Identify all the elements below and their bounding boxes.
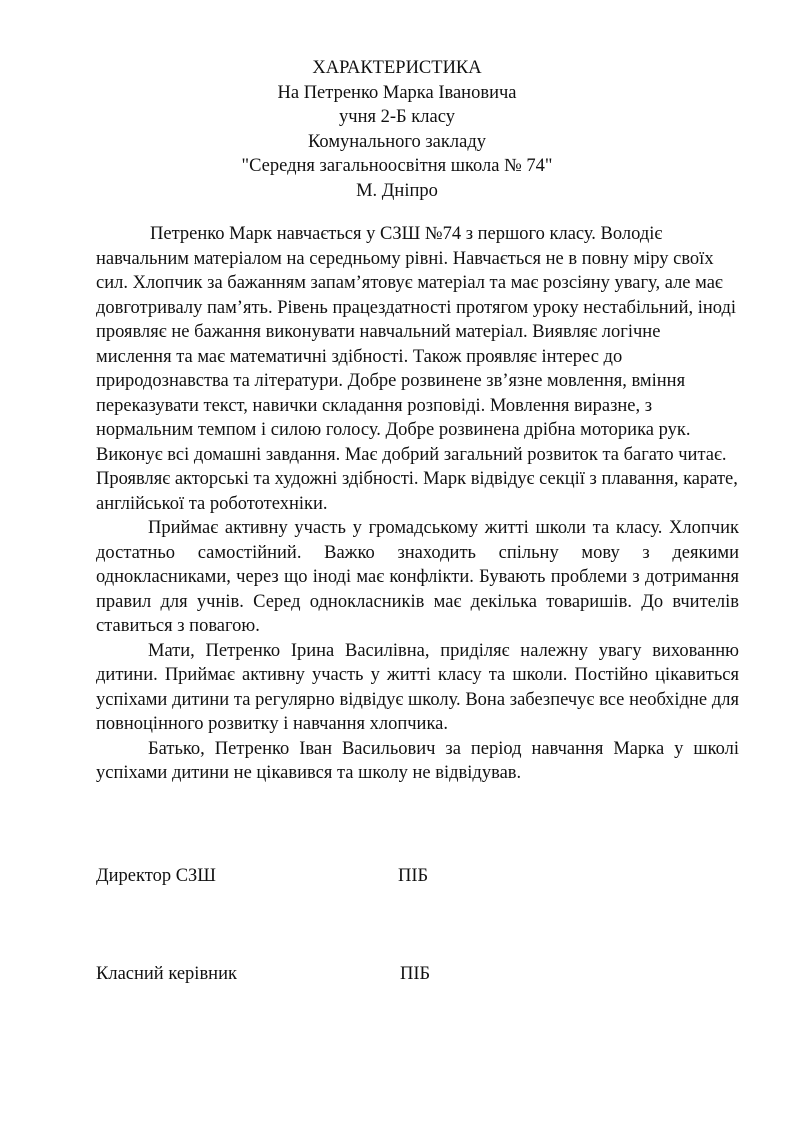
paragraph-social: Приймає активну участь у громадському житті школи та класу. Хлопчик достатньо самостійний. Важко знаходить спільну мову з деякими однокласниками, через що іноді має конфлікти. Бувають проблеми з дотримання правил для учнів. Серед однокласників має декілька товаришів. До вчителів ставиться з повагою. (96, 518, 739, 636)
paragraph-mother: Мати, Петренко Ірина Василівна, приділяє належну увагу вихованню дитини. Приймає активну участь у житті класу та школи. Постійно цікавиться успіхами дитини та регулярно відвідує школу. Вона забезпечує все необхідне для повноцінного розвитку і навчання хлопчика. (96, 640, 739, 734)
signature-name-placeholder: ПІБ (400, 964, 431, 984)
city-line: М. Дніпро (356, 180, 438, 201)
student-class-line: учня 2-Б класу (339, 107, 455, 127)
paragraph-father: Батько, Петренко Іван Васильович за період навчання Марка у школі успіхами дитини не цікавився та школу не відвідував. (96, 738, 739, 783)
institution-type-line: Комунального закладу (308, 131, 486, 152)
school-name-line: "Середня загальноосвітня школа № 74" (241, 156, 553, 176)
student-name-line: На Петренко Марка Івановича (277, 82, 517, 103)
document-title: ХАРАКТЕРИСТИКА (312, 58, 482, 78)
signature-name-placeholder: ПІБ (398, 866, 429, 886)
document-header (0, 56, 794, 203)
paragraph-academic: Петренко Марк навчається у СЗШ №74 з першого класу. Володіє навчальним матеріалом на середньому рівні. Навчається не в повну міру своїх сил. Хлопчик за бажанням запам’ятовує матеріал та має розсіяну увагу, але має довготривалу пам’ять. Рівень працездатності протягом уроку нестабільний, іноді проявляє не бажання виконувати навчальний матеріал. Виявляє логічне мислення та має математичні здібності. Також проявляє інтерес до природознавства та літератури. Добре розвинене зв’язне мовлення, вміння переказувати текст, навички складання розповіді. Мовлення виразне, з нормальним темпом і силою голосу. Добре розвинена дрібна моторика рук. Виконує всі домашні завдання. Має добрий загальний розвиток та багато читає. Проявляє акторські та художні здібності. Марк відвідує секції з плавання, карате, англійської та робототехніки. (96, 224, 738, 514)
document-body (96, 222, 739, 786)
signature-position: Класний керівник (96, 964, 237, 984)
signature-position: Директор СЗШ (96, 866, 216, 886)
